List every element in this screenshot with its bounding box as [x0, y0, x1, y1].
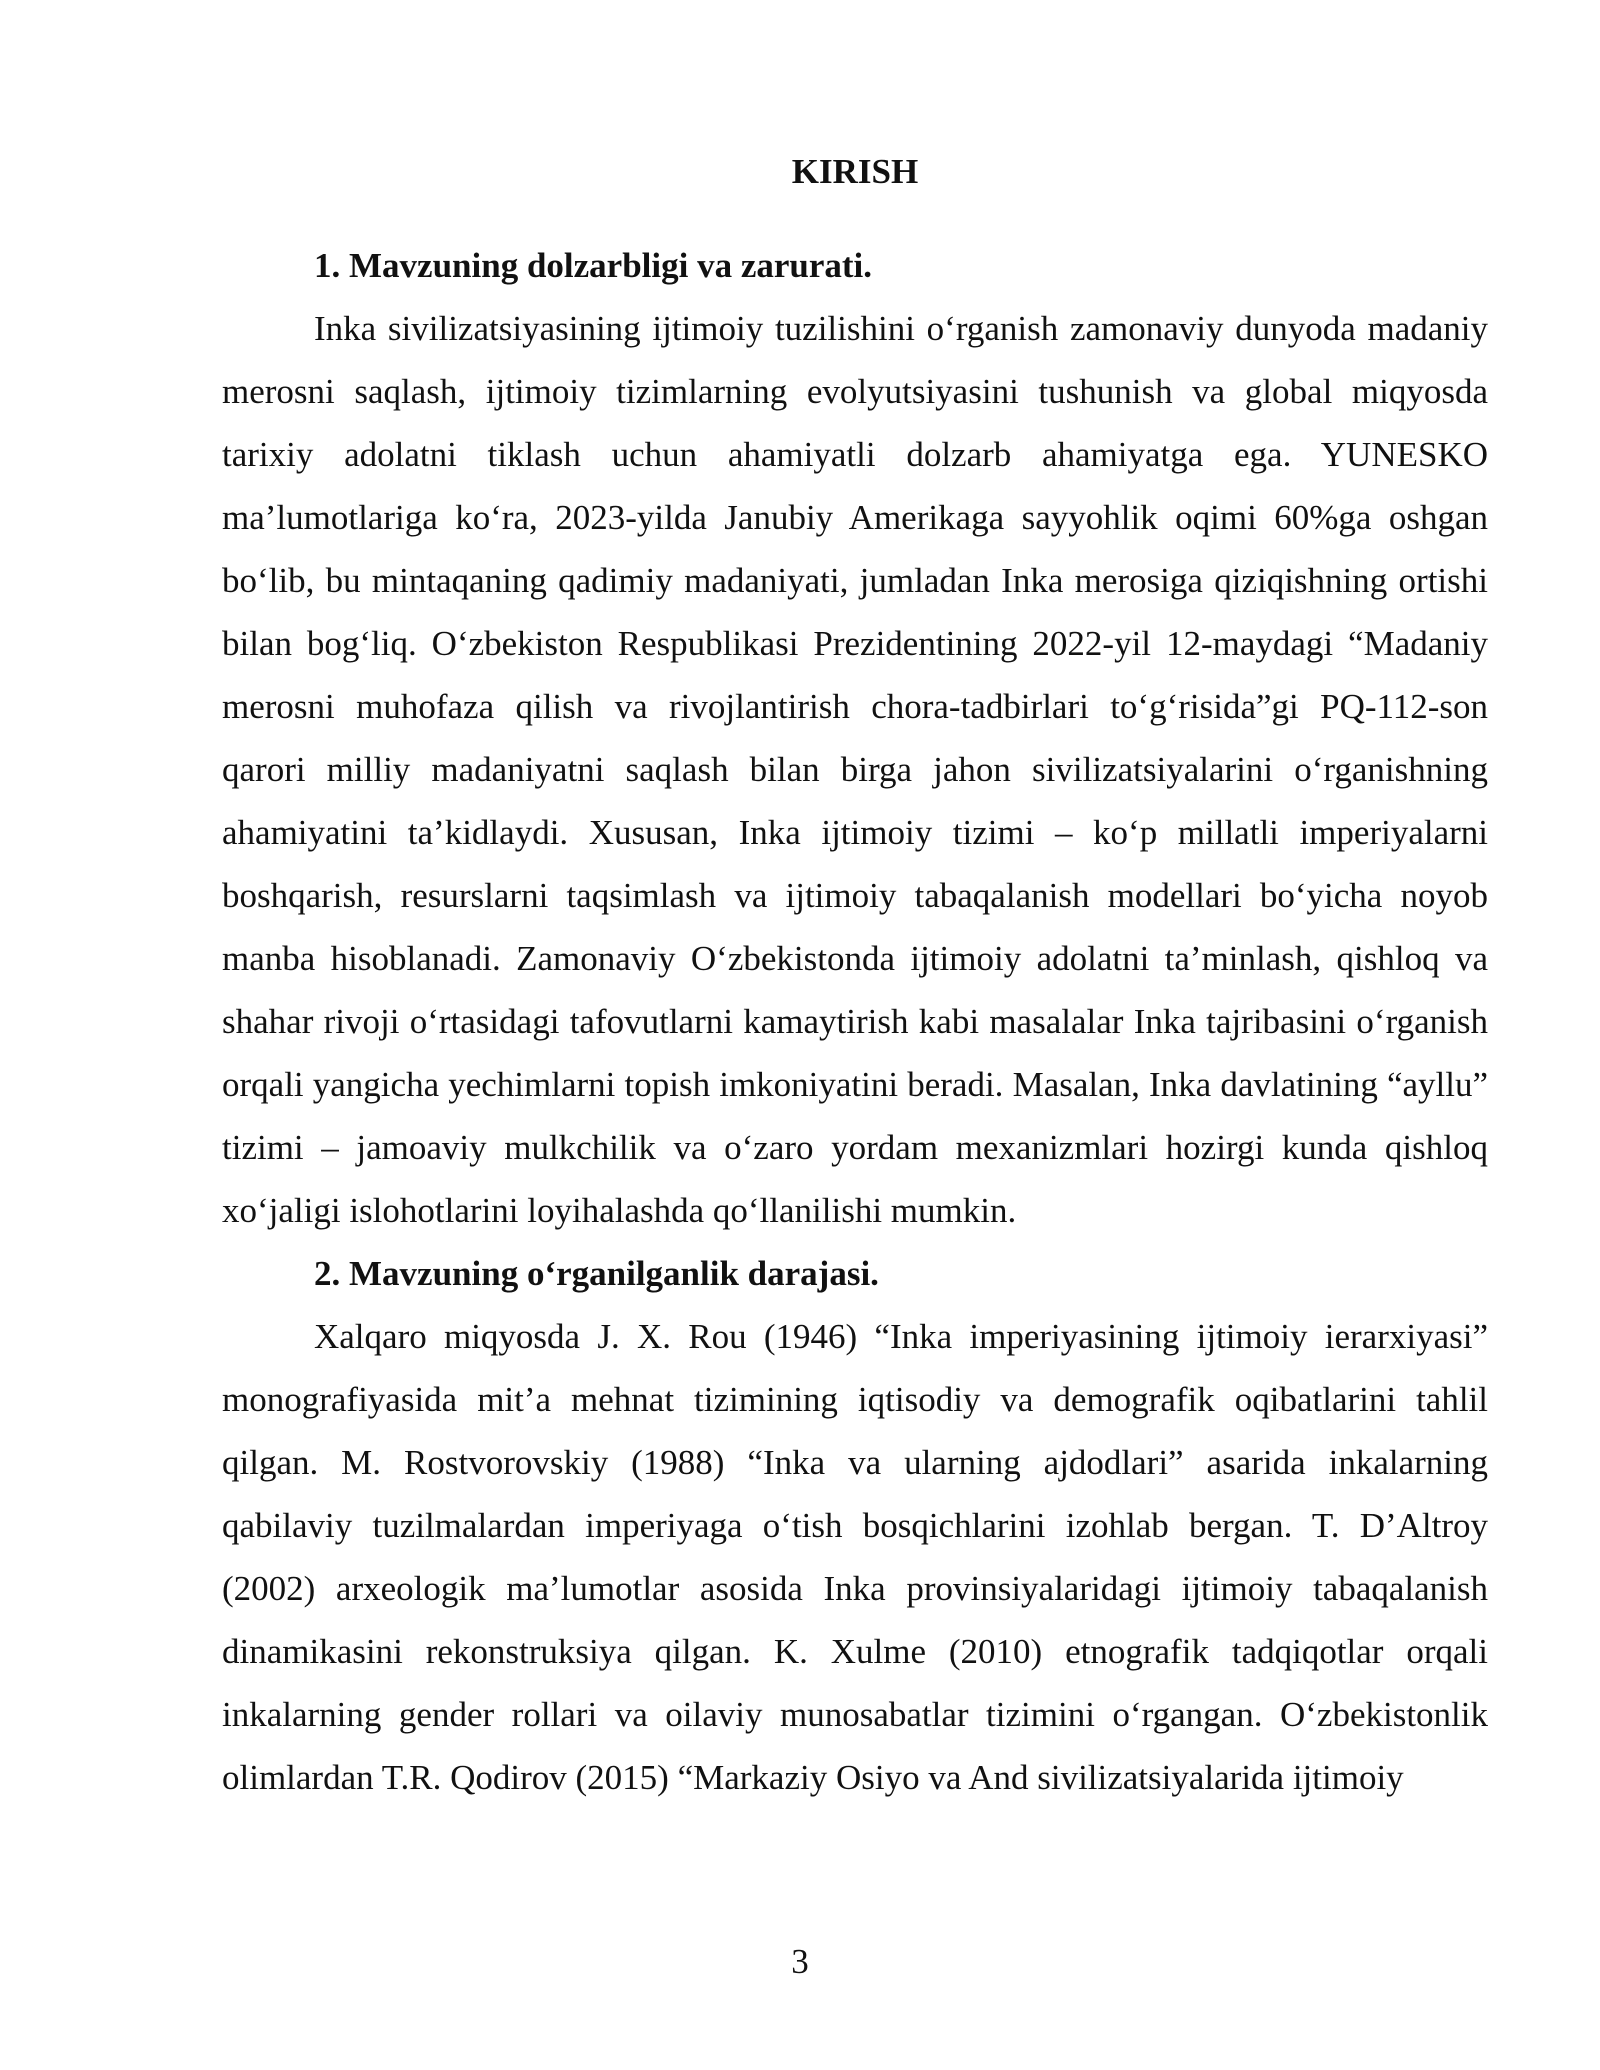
section-paragraph-study-level: Xalqaro miqyosda J. X. Rou (1946) “Inka imperiyasining ijtimoiy ierarxiyasi” monografiyasida mit’a mehnat tizimining iqtisodiy va demografik oqibatlarini tahlil qilgan. M. Rostvorovskiy (1988) “Inka va ularning ajdodlari” asarida inkalarning qabilaviy tuzilmalardan imperiyaga o‘tish bosqichlarini izohlab bergan. T. D’Altroy (2002) arxeologik ma’lumotlar asosida Inka provinsiyalaridagi ijtimoiy tabaqalanish dinamikasini rekonstruksiya qilgan. K. Xulme (2010) etnografik tadqiqotlar orqali inkalarning gender rollari va oilaviy munosabatlar tizimini o‘rgangan. O‘zbekistonlik olimlardan T.R. Qodirov (2015) “Markaziy Osiyo va And sivilizatsiyalarida ijtimoiy: [222, 1317, 1488, 1797]
section-heading-study-level: 2. Mavzuning o‘rganilganlik darajasi.: [314, 1254, 879, 1293]
page-title: KIRISH: [791, 152, 919, 191]
document-body: [222, 140, 1488, 1809]
section-heading-relevance: 1. Mavzuning dolzarbligi va zarurati.: [314, 246, 873, 285]
section-paragraph-relevance: Inka sivilizatsiyasining ijtimoiy tuzilishini o‘rganish zamonaviy dunyoda madaniy merosni saqlash, ijtimoiy tizimlarning evolyutsiyasini tushunish va global miqyosda tarixiy adolatni tiklash uchun ahamiyatli dolzarb ahamiyatga ega. YUNESKO ma’lumotlariga ko‘ra, 2023-yilda Janubiy Amerikaga sayyohlik oqimi 60%ga oshgan bo‘lib, bu mintaqaning qadimiy madaniyati, jumladan Inka merosiga qiziqishning ortishi bilan bog‘liq. O‘zbekiston Respublikasi Prezidentining 2022-yil 12-maydagi “Madaniy merosni muhofaza qilish va rivojlantirish chora-tadbirlari to‘g‘risida”gi PQ-112-son qarori milliy madaniyatni saqlash bilan birga jahon sivilizatsiyalarini o‘rganishning ahamiyatini ta’kidlaydi. Xususan, Inka ijtimoiy tizimi – ko‘p millatli imperiyalarni boshqarish, resurslarni taqsimlash va ijtimoiy tabaqalanish modellari bo‘yicha noyob manba hisoblanadi. Zamonaviy O‘zbekistonda ijtimoiy adolatni ta’minlash, qishloq va shahar rivoji o‘rtasidagi tafovutlarni kamaytirish kabi masalalar Inka tajribasini o‘rganish orqali yangicha yechimlarni topish imkoniyatini beradi. Masalan, Inka davlatining “ayllu” tizimi – jamoaviy mulkchilik va o‘zaro yordam mexanizmlari hozirgi kunda qishloq xo‘jaligi islohotlarini loyihalashda qo‘llanilishi mumkin.: [222, 309, 1488, 1230]
page-number: 3: [791, 1942, 809, 1981]
